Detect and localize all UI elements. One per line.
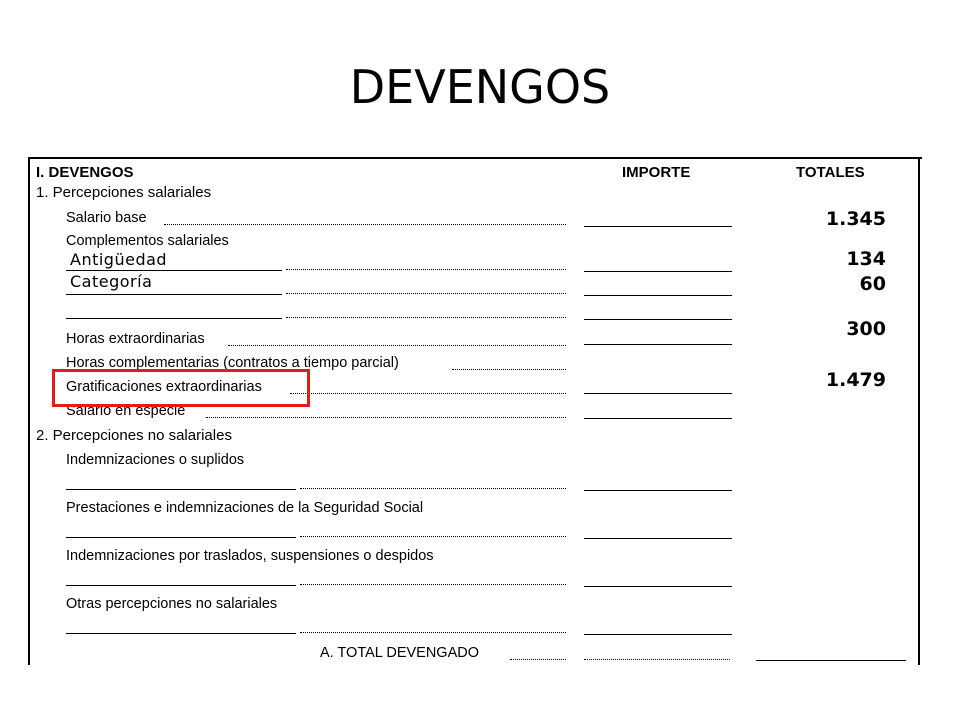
dotted-leader [228,345,566,346]
importe-line [584,271,732,272]
label-prestaciones-seguridad-social: Prestaciones e indemnizaciones de la Seguridad Social [66,500,424,516]
importe-line [584,319,732,320]
group-percepciones-no-salariales: 2. Percepciones no salariales [36,427,232,444]
dotted-leader [290,393,566,394]
dotted-leader [286,269,566,270]
dotted-leader [510,659,566,660]
importe-line [584,490,732,491]
blank-concept-line [66,585,296,586]
label-indemnizaciones-suplidos: Indemnizaciones o suplidos [66,452,245,468]
importe-line [584,295,732,296]
total-antiguedad: 134 [846,248,886,270]
label-indemnizaciones-traslados: Indemnizaciones por traslados, suspensiones o despidos [66,548,434,564]
total-categoria: 60 [859,273,886,295]
dotted-leader [286,317,566,318]
blank-concept-line [66,294,282,295]
total-gratificaciones: 1.479 [825,369,886,391]
group-percepciones-salariales: 1. Percepciones salariales [36,184,212,201]
annotation-categoria: Categoría [70,272,153,291]
importe-line [584,418,732,419]
blank-concept-line [66,270,282,271]
importe-line [584,586,732,587]
importe-line [584,344,732,345]
importe-line [584,393,732,394]
total-salario-base: 1.345 [825,208,886,230]
blank-concept-line [66,318,282,319]
label-gratificaciones-extraordinarias: Gratificaciones extraordinarias [66,379,262,395]
annotation-antiguedad: Antigüedad [70,250,168,269]
slide-title: DEVENGOS [349,60,611,114]
label-salario-base: Salario base [66,210,147,226]
blank-concept-line [66,489,296,490]
label-salario-en-especie: Salario en especie [66,403,186,419]
label-total-devengado: A. TOTAL DEVENGADO [320,645,480,661]
dotted-leader [452,369,566,370]
dotted-leader [206,417,566,418]
total-line [756,660,906,661]
dotted-leader [584,659,730,660]
dotted-leader [286,293,566,294]
dotted-leader [300,536,566,537]
label-horas-complementarias: Horas complementarias (contratos a tiempo parcial) [66,355,399,371]
label-horas-extraordinarias: Horas extraordinarias [66,331,205,347]
label-complementos-salariales: Complementos salariales [66,233,229,249]
form-top-border [28,157,922,159]
blank-concept-line [66,537,296,538]
dotted-leader [300,584,566,585]
importe-line [584,226,732,227]
blank-concept-line [66,633,296,634]
total-horas-extraordinarias: 300 [846,318,886,340]
dotted-leader [164,224,566,225]
importe-line [584,538,732,539]
section-heading: I. DEVENGOS [36,164,134,181]
dotted-leader [300,488,566,489]
column-header-importe: IMPORTE [622,164,691,181]
importe-line [584,634,732,635]
dotted-leader [300,632,566,633]
form-left-border [28,157,30,665]
label-otras-percepciones: Otras percepciones no salariales [66,596,278,612]
form-right-border [918,157,920,665]
column-header-totales: TOTALES [796,164,865,181]
highlight-box [52,369,310,407]
